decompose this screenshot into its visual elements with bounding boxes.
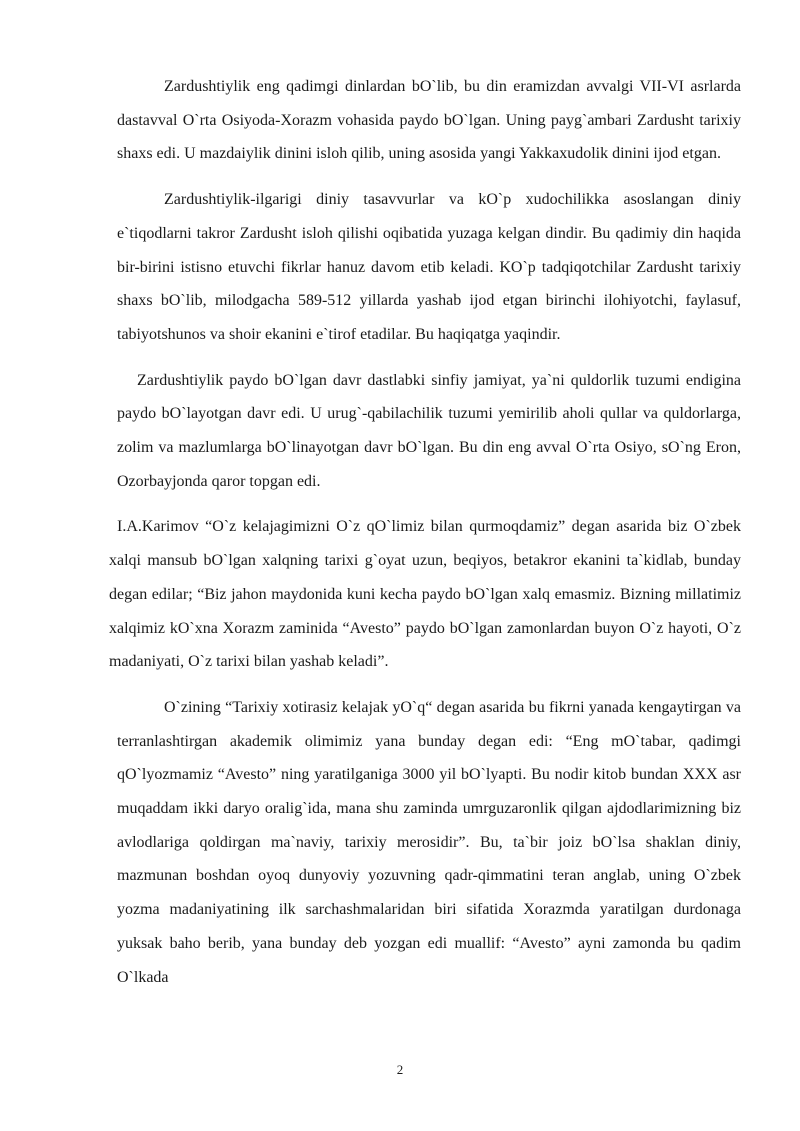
paragraph-3: Zardushtiylik paydo bO`lgan davr dastlabki sinfiy jamiyat, ya`ni quldorlik tuzumi endigina paydo bO`layotgan davr edi. U urug`-qabilachilik tuzumi yemirilib aholi qullar va quldorlarga, zolim va mazlumlarga bO`linayotgan davr bO`lgan. Bu din eng avval O`rta Osiyo, sO`ng Eron, Ozorbayjonda qaror topgan edi.	[117, 371, 741, 490]
paragraph-5: O`zining “Tarixiy xotirasiz kelajak yO`q“ degan asarida bu fikrni yanada kengaytirgan va terranlashtirgan akademik olimimiz yana bunday degan edi: “Eng mO`tabar, qadimgi qO`lyozmamiz “Avesto” ning yaratilganiga 3000 yil bO`lyapti. Bu nodir kitob bundan XXX asr muqaddam ikki daryo oralig`ida, mana shu zaminda umrguzaronlik qilgan ajdodlarimizning biz avlodlariga qoldirgan ma`naviy, tarixiy merosidir”. Bu, ta`bir joiz bO`lsa shaklan diniy, mazmunan boshdan oyoq dunyoviy yozuvning qadr-qimmatini teran anglab, uning O`zbek yozma madaniyatining ilk sarchashmalaridan biri sifatida Xorazmda yaratilgan durdonaga yuksak baho berib, yana bunday deb yozgan edi muallif: “Avesto” ayni zamonda bu qadim O`lkada	[117, 698, 741, 986]
paragraph-4: I.A.Karimov “O`z kelajagimizni O`z qO`limiz bilan qurmoqdamiz” degan asarida biz O`zbek xalqi mansub bO`lgan xalqning tarixi g`oyat uzun, beqiyos, betakror ekanini ta`kidlab, bunday degan edilar; “Biz jahon maydonida kuni kecha paydo bO`lgan xalq emasmiz. Bizning millatimiz xalqimiz kO`xna Xorazm zaminida “Avesto” paydo bO`lgan zamonlardan buyon O`z hayoti, O`z madaniyati, O`z tarixi bilan yashab keladi”.	[109, 518, 741, 671]
paragraph-2: Zardushtiylik-ilgarigi diniy tasavvurlar va kO`p xudochilikka asoslangan diniy e`tiqodlarni takror Zardusht isloh qilishi oqibatida yuzaga kelgan dindir. Bu qadimiy din haqida bir-birini istisno etuvchi fikrlar hanuz davom etib keladi. KO`p tadqiqotchilar Zardusht tarixiy shaxs bO`lib, milodgacha 589-512 yillarda yashab ijod etgan birinchi ilohiyotchi, faylasuf, tabiyotshunos va shoir ekanini e`tirof etadilar. Bu haqiqatga yaqindir.	[117, 191, 741, 343]
body-text	[109, 70, 741, 1006]
page-number: 2	[396, 1062, 404, 1077]
paragraph-1: Zardushtiylik eng qadimgi dinlardan bO`lib, bu din eramizdan avvalgi VII-VI asrlarda dastavval O`rta Osiyoda-Xorazm vohasida paydo bO`lgan. Uning payg`ambari Zardusht tarixiy shaxs edi. U mazdaiylik dinini isloh qilib, uning asosida yangi Yakkaxudolik dinini ijod etgan.	[117, 78, 741, 163]
